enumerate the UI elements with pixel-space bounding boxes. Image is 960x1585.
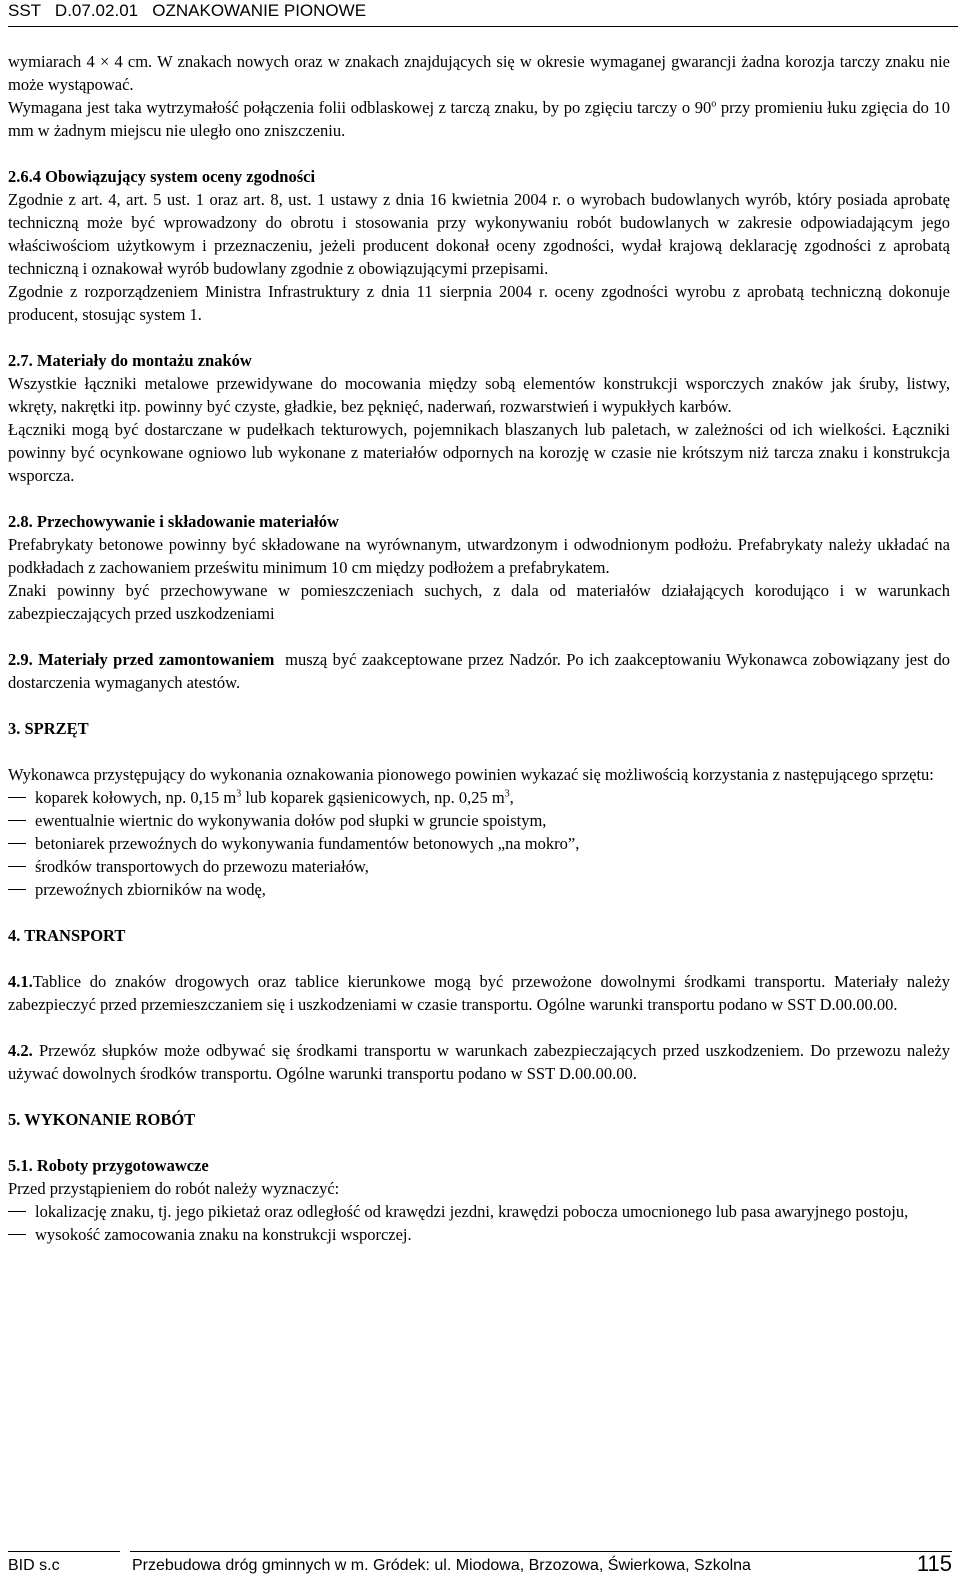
intro-paragraph-1: wymiarach 4 × 4 cm. W znakach nowych oraz w znakach znajdujących się w okresie wymaganej gwarancji żadna korozja tarczy znaku nie może wystąpować. bbox=[8, 52, 950, 94]
section-3-intro: Wykonawca przystępujący do wykonania oznakowania pionowego powinien wykazać się możliwością korzystania z następującego sprzętu: bbox=[8, 765, 934, 784]
list-item: lokalizację znaku, tj. jego pikietaż oraz odległość od krawędzi jezdni, krawędzi pobocza umocnionego lub pasa awaryjnego postoju, bbox=[8, 1200, 950, 1223]
section-2-6-4-paragraph-1: Zgodnie z art. 4, art. 5 ust. 1 oraz art. 8, ust. 1 ustawy z dnia 16 kwietnia 2004 r. o wyrobach budowlanych wyrób, który posiada aprobatę techniczną może być wprowadzony do obrotu i stosowania przy wykonywaniu robót budowlanych w zakresie odpowiadającym jego właściwościom użytkowym i przeznaczeniu, jeżeli producent dokonał oceny zgodności, wydał krajową deklarację zgodności z aprobatą techniczną i oznakował wyrób budowlany zgodnie z obowiązującymi przepisami. bbox=[8, 190, 950, 278]
document-body bbox=[8, 50, 955, 1246]
footer-company: BID s.c bbox=[8, 1557, 60, 1574]
intro-paragraph-2: Wymagana jest taka wytrzymałość połączenia folii odblaskowej z tarczą znaku, by po zgięciu tarczy o 90$^o$ przy promieniu łuku zgięcia do 10 mm w żadnym miejscu nie uległo ono zniszczeniu. bbox=[8, 98, 951, 140]
section-2-6-4-heading: 2.6.4 Obowiązujący system oceny zgodności bbox=[8, 167, 316, 186]
footer-rule-right bbox=[130, 1551, 952, 1552]
section-3-heading: 3. SPRZĘT bbox=[8, 719, 89, 738]
footer-rule-left bbox=[8, 1551, 120, 1552]
equipment-list bbox=[8, 786, 950, 901]
page-number: 115 bbox=[916, 1551, 952, 1576]
list-item: betoniarek przewoźnych do wykonywania fundamentów betonowych „na mokro”, bbox=[8, 832, 950, 855]
list-item: koparek kołowych, np. 0,15 $m^3$ lub koparek gąsienicowych, np. 0,25 $m^3$, bbox=[8, 786, 950, 809]
dash-bullet bbox=[8, 889, 26, 890]
section-4-2-paragraph: 4.2. Przewóz słupków może odbywać się środkami transportu w warunkach zabezpieczających przed uszkodzeniem. Do przewozu należy używać dowolnych środków transportu. Ogólne warunki transportu podano w SST D.00.00.00. bbox=[8, 1041, 950, 1083]
list-item: przewoźnych zbiorników na wodę, bbox=[8, 878, 950, 901]
section-5-heading: 5. WYKONANIE ROBÓT bbox=[8, 1110, 196, 1129]
page-footer bbox=[8, 1551, 952, 1581]
section-2-7-heading: 2.7. Materiały do montażu znaków bbox=[8, 351, 252, 370]
header-title: SST D.07.02.01 OZNAKOWANIE PIONOWE bbox=[8, 1, 367, 20]
section-2-7-paragraph-2: Łączniki mogą być dostarczane w pudełkach tekturowych, pojemnikach blaszanych lub paletach, w zależności od ich wielkości. Łączniki powinny być ocynkowane ogniowo lub wykonane z materiałów odpornych na korozję w czasie nie krótszym niż tarcza znaku i konstrukcja wsporcza. bbox=[8, 420, 950, 485]
footer-project-title: Przebudowa dróg gminnych w m. Gródek: ul. Miodowa, Brzozowa, Świerkowa, Szkolna bbox=[132, 1557, 751, 1574]
dash-bullet bbox=[8, 1234, 26, 1235]
section-5-1-intro: Przed przystąpieniem do robót należy wyznaczyć: bbox=[8, 1179, 340, 1198]
section-5-1-heading: 5.1. Roboty przygotowawcze bbox=[8, 1156, 209, 1175]
section-2-9-heading: 2.9. Materiały przed zamontowaniem bbox=[8, 650, 275, 669]
dash-bullet bbox=[8, 1211, 26, 1212]
section-2-8-paragraph-1: Prefabrykaty betonowe powinny być składowane na wyrównanym, utwardzonym i odwodnionym podłożu. Prefabrykaty należy układać na podkładach z zachowaniem prześwitu minimum 10 cm między podłożem a prefabrykatem. bbox=[8, 535, 950, 577]
preparation-list bbox=[8, 1200, 950, 1246]
section-4-heading: 4. TRANSPORT bbox=[8, 926, 126, 945]
dash-bullet bbox=[8, 820, 26, 821]
dash-bullet bbox=[8, 797, 26, 798]
section-2-6-4-paragraph-2: Zgodnie z rozporządzeniem Ministra Infrastruktury z dnia 11 sierpnia 2004 r. oceny zgodności wyrobu z aprobatą techniczną dokonuje producent, stosując system 1. bbox=[8, 282, 950, 324]
list-item: wysokość zamocowania znaku na konstrukcji wsporczej. bbox=[8, 1223, 950, 1246]
list-item: środków transportowych do przewozu materiałów, bbox=[8, 855, 950, 878]
section-4-1-paragraph: 4.1.Tablice do znaków drogowych oraz tablice kierunkowe mogą być przewożone dowolnymi środkami transportu. Materiały należy zabezpieczyć przed przemieszczaniem się i uszkodzeniami w czasie transportu. Ogólne warunki transportu podano w SST D.00.00.00. bbox=[8, 972, 950, 1014]
section-2-7-paragraph-1: Wszystkie łączniki metalowe przewidywane do mocowania między sobą elementów konstrukcji wsporczych znaków jak śruby, listwy, wkręty, nakrętki itp. powinny być czyste, gładkie, bez pęknięć, naderwań, rozwarstwień i wypukłych karbów. bbox=[8, 374, 950, 416]
section-2-9-paragraph: 2.9. Materiały przed zamontowaniem muszą być zaakceptowane przez Nadzór. Po ich zaakceptowaniu Wykonawca zobowiązany jest do dostarczenia wymaganych atestów. bbox=[8, 650, 955, 692]
list-item: ewentualnie wiertnic do wykonywania dołów pod słupki w gruncie spoistym, bbox=[8, 809, 950, 832]
dash-bullet bbox=[8, 843, 26, 844]
page-header bbox=[8, 0, 958, 27]
section-2-8-paragraph-2: Znaki powinny być przechowywane w pomieszczeniach suchych, z dala od materiałów działających korodująco i w warunkach zabezpieczających przed uszkodzeniami bbox=[8, 581, 950, 623]
section-2-8-heading: 2.8. Przechowywanie i składowanie materiałów bbox=[8, 512, 339, 531]
dash-bullet bbox=[8, 866, 26, 867]
